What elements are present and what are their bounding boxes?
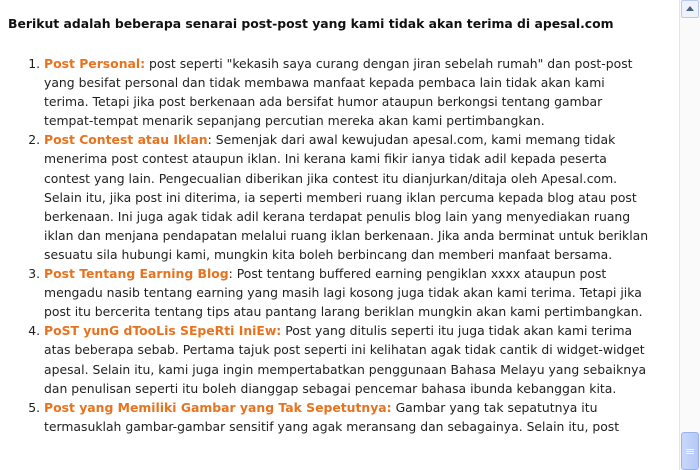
- rule-text: Post yang ditulis seperti itu juga tidak akan kami terima atas beberapa sebab. Pertama tajuk post seperti ini kelihatan agak tidak cantik di widget-widget apesal. Selain itu, kami juga ingin mempertabatkan penggunaan Bahasa Melayu yang sebaiknya dan penulisan seperti itu boleh dianggap sebagai pencemar bahasa ibunda kebanggan kita.: [44, 323, 647, 396]
- rule-title: Post yang Memiliki Gambar yang Tak Sepetutnya:: [44, 399, 392, 415]
- rule-item: [44, 264, 652, 321]
- vertical-scrollbar[interactable]: [679, 0, 700, 470]
- page-heading: Berikut adalah beberapa senarai post-post yang kami tidak akan terima di apesal.com: [8, 16, 614, 31]
- rule-text: : Semenjak dari awal kewujudan apesal.com, kami memang tidak menerima post contest ataupun iklan. Ini kerana kami fikir ianya tidak adil kepada peserta contest yang lain. Pengecualian diberikan jika contest itu dianjurkan/ditaja oleh Apesal.com. Selain itu, jika post ini diterima, ia seperti memberi ruang iklan percuma kepada blog atau post berkenaan. Ini juga agak tidak adil kerana terdapat penulis blog lain yang menyediakan ruang iklan dan menjana pendapatan melalui ruang iklan berkenaan. Jika anda berminat untuk beriklan sesuatu sila hubungi kami, mungkin kita boleh berbincang dan memberi manfaat bersama.: [44, 132, 649, 262]
- rule-text: post seperti "kekasih saya curang dengan jiran sebelah rumah" dan post-post yang besifat personal dan tidak membawa manfaat kepada pembaca lain tidak akan kami terima. Tetapi jika post berkenaan ada bersifat humor ataupun berkongsi tentang gambar tempat-tempat menarik sepanjang percutian mereka akan kami pertimbangkan.: [44, 56, 633, 129]
- rule-title: Post Tentang Earning Blog: [44, 266, 229, 282]
- rule-title: Post Contest atau Iklan: [44, 132, 208, 148]
- scrollbar-thumb[interactable]: [681, 432, 699, 470]
- rule-text: Gambar yang tak sepatutnya itu termasuklah gambar-gambar sensitif yang agak meransang dan sebagainya. Selain itu, post: [44, 399, 620, 434]
- scroll-up-icon[interactable]: [681, 0, 699, 18]
- rule-text: : Post tentang buffered earning pengiklan xxxx ataupun post mengadu nasib tentang earning yang masih lagi kosong juga tidak akan kami terima. Tetapi jika post itu bercerita tentang tips atau pantang larang beriklan mungkin akan kami pertimbangkan.: [44, 266, 643, 320]
- rule-item: [44, 130, 652, 264]
- rule-item: [44, 398, 652, 436]
- rule-title: PoST yunG dTooLis SEpeRti IniEw:: [44, 323, 282, 339]
- rules-list: [0, 54, 652, 436]
- rule-title: Post Personal:: [44, 56, 146, 71]
- rule-item: [44, 54, 652, 130]
- rule-item: [44, 321, 652, 397]
